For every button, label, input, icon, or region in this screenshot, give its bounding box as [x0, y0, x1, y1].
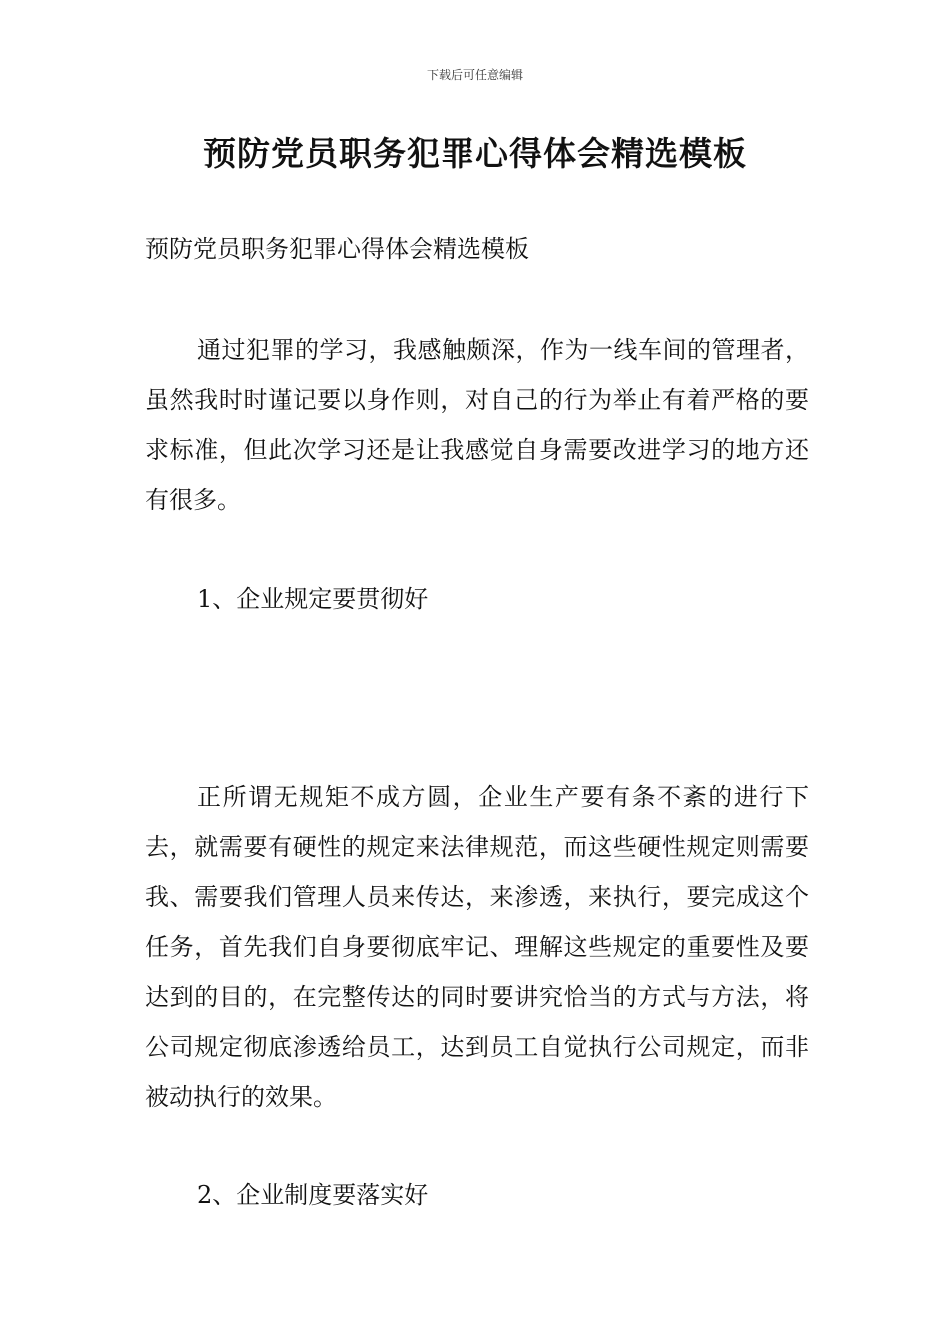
- document-title: 预防党员职务犯罪心得体会精选模板: [203, 134, 747, 173]
- section-heading-1: 1、企业规定要贯彻好: [197, 585, 429, 613]
- document-subtitle: 预防党员职务犯罪心得体会精选模板: [145, 235, 529, 263]
- section-heading-2: 2、企业制度要落实好: [197, 1181, 429, 1209]
- paragraph-section-1: 正所谓无规矩不成方圆，企业生产要有条不紊的进行下去，就需要有硬性的规定来法律规范，而这些硬性规定则需要我、需要我们管理人员来传达，来渗透，来执行，要完成这个任务，首先我们自身要彻底牢记、理解这些规定的重要性及要达到的目的，在完整传达的同时要讲究恰当的方式与方法，将公司规定彻底渗透给员工，达到员工自觉执行公司规定，而非被动执行的效果。: [145, 783, 809, 1111]
- header-note: 下载后可任意编辑: [426, 68, 523, 82]
- paragraph-intro: 通过犯罪的学习，我感触颇深，作为一线车间的管理者，虽然我时时谨记要以身作则，对自己的行为举止有着严格的要求标准，但此次学习还是让我感觉自身需要改进学习的地方还有很多。: [145, 336, 809, 514]
